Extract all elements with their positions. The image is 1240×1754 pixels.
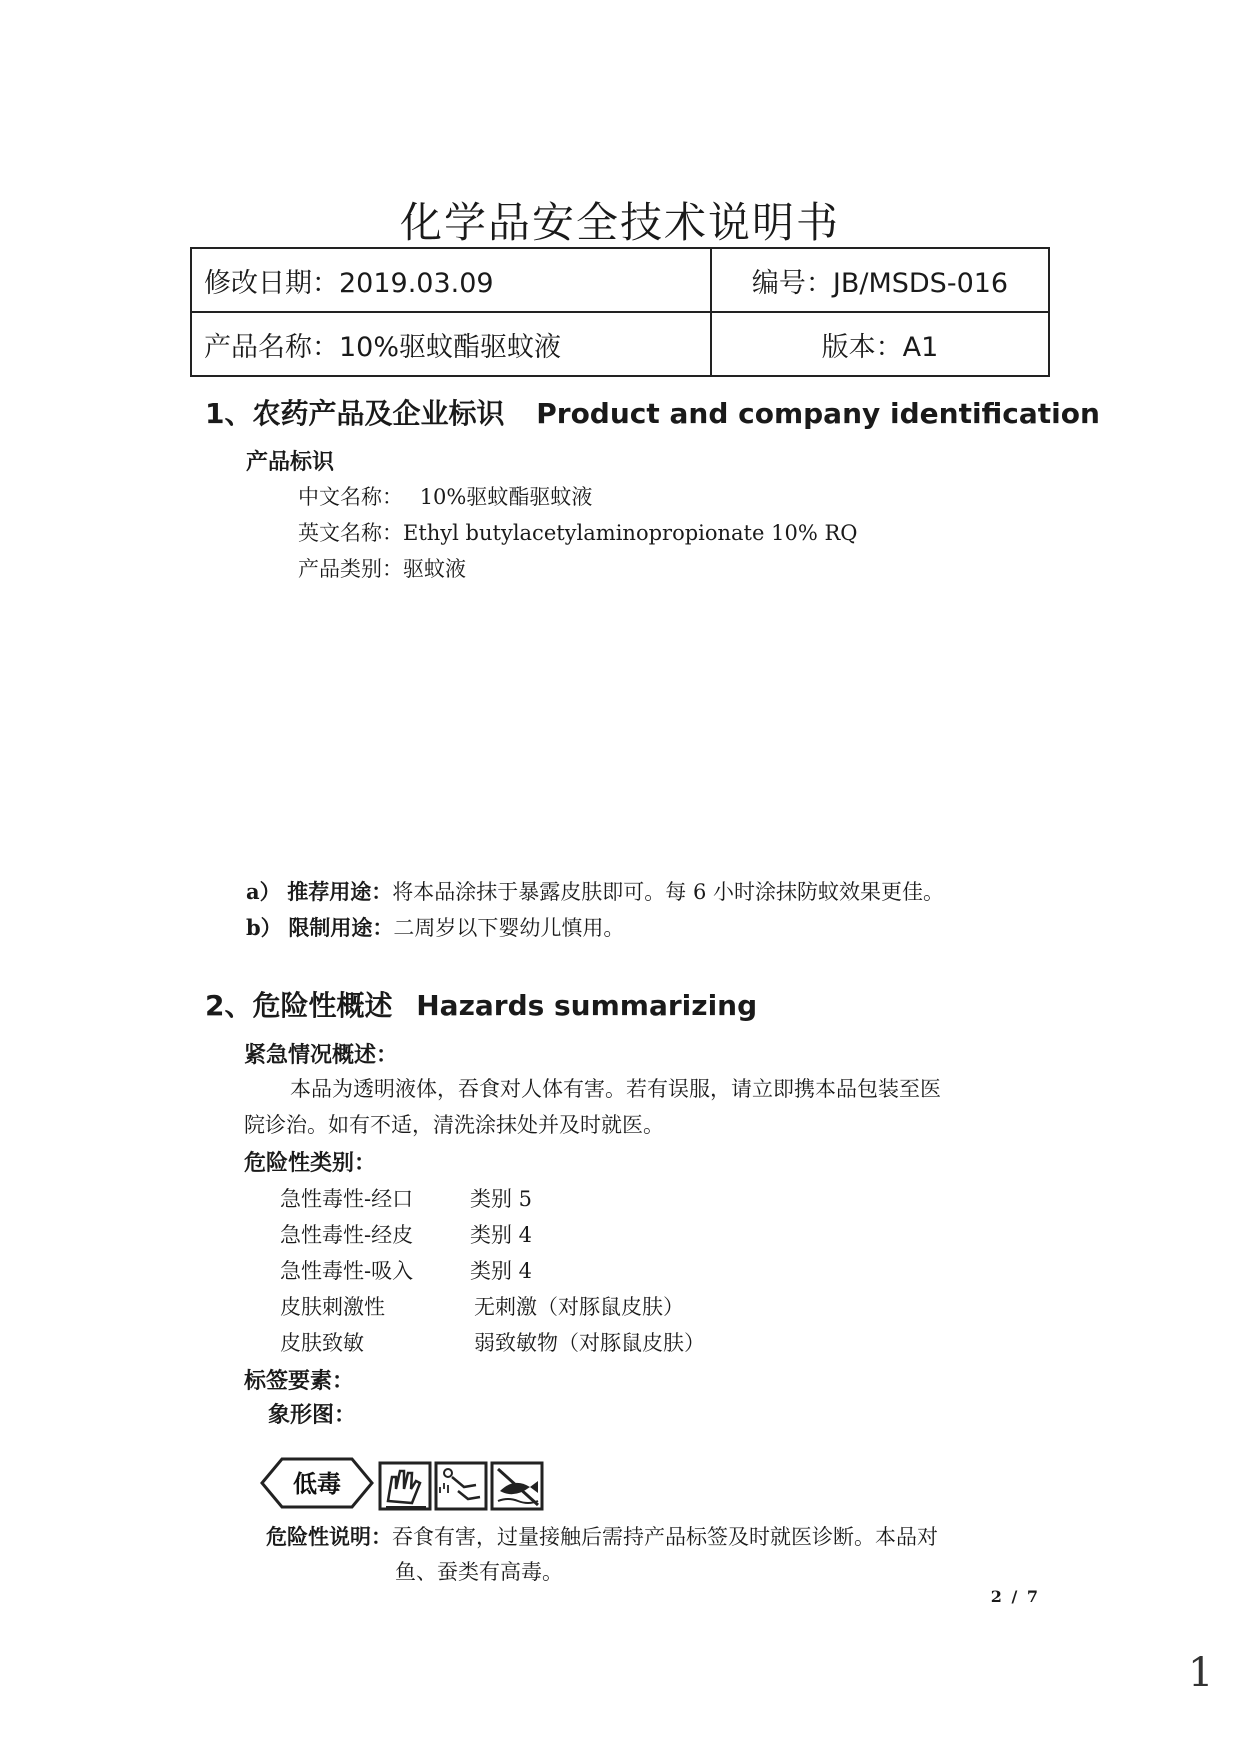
- emergency-overview-line1: 本品为透明液体，吞食对人体有害。若有误服，请立即携本品包装至医: [290, 1077, 941, 1101]
- chinese-name-row: [298, 481, 592, 511]
- label-elements-label: 标签要素：: [244, 1368, 355, 1394]
- hazard-category: 弱致敏物（对豚鼠皮肤）: [474, 1331, 705, 1355]
- product-category-row: [298, 553, 466, 583]
- product-name: 产品名称：10%驱蚊酯驱蚊液: [191, 312, 711, 376]
- section2-heading: [205, 984, 757, 1024]
- restricted-use-row: [246, 912, 624, 942]
- restricted-use-marker: b）: [246, 915, 282, 940]
- hazard-statement-row: [266, 1521, 938, 1551]
- wash-hands-icon: [436, 1463, 486, 1509]
- version: 版本：A1: [711, 312, 1049, 376]
- page-title: 化学品安全技术说明书: [399, 198, 840, 247]
- page-number: 2 / 7: [990, 1587, 1040, 1606]
- english-name-label: 英文名称：: [298, 521, 403, 545]
- hazard-category: 类别 5: [470, 1187, 533, 1211]
- document-number: 编号：JB/MSDS-016: [711, 248, 1049, 312]
- hazard-category: 类别 4: [470, 1259, 533, 1283]
- section1-heading: [205, 392, 1100, 432]
- section2-heading-en: Hazards summarizing: [416, 989, 758, 1022]
- recommended-use-marker: a）: [246, 879, 281, 904]
- toxicity-badge-text: 低毒: [293, 1470, 341, 1498]
- product-category-value: 驱蚊液: [403, 557, 466, 581]
- product-identification-subheading: 产品标识: [246, 449, 335, 475]
- pictogram-label: 象形图：: [268, 1402, 357, 1428]
- pictogram-strip: [258, 1455, 558, 1511]
- pictogram-row: [258, 1455, 558, 1511]
- restricted-use-label: 限制用途：: [288, 915, 394, 940]
- hazard-name: 皮肤致敏: [280, 1331, 364, 1355]
- hazard-name: 皮肤刺激性: [280, 1295, 385, 1319]
- list-item: [280, 1219, 780, 1249]
- hazard-name: 急性毒性-经口: [280, 1187, 414, 1211]
- list-item: [280, 1327, 880, 1357]
- restricted-use-text: 二周岁以下婴幼儿慎用。: [393, 916, 625, 940]
- wear-gloves-icon: [380, 1463, 430, 1509]
- hazard-class-label: 危险性类别：: [244, 1150, 377, 1176]
- hazard-statement-label: 危险性说明：: [266, 1524, 392, 1549]
- recommended-use-label: 推荐用途：: [287, 879, 393, 904]
- recommended-use-text: 将本品涂抹于暴露皮肤即可。每 6 小时涂抹防蚊效果更佳。: [392, 880, 945, 904]
- emergency-overview-label: 紧急情况概述：: [244, 1042, 399, 1068]
- emergency-overview-line2: 院诊治。如有不适，清洗涂抹处并及时就医。: [244, 1113, 664, 1137]
- revision-date: 修改日期：2019.03.09: [191, 248, 711, 312]
- list-item: [280, 1255, 780, 1285]
- section1-heading-cn: 1、农药产品及企业标识: [205, 397, 505, 430]
- hazard-category: 类别 4: [470, 1223, 533, 1247]
- document-header-table: [190, 247, 1050, 377]
- list-item: [280, 1291, 880, 1321]
- recommended-use-row: [246, 876, 944, 906]
- hazard-category: 无刺激（对豚鼠皮肤）: [474, 1295, 684, 1319]
- table-row: [191, 312, 1049, 376]
- section1-heading-en: Product and company identification: [536, 397, 1100, 430]
- chinese-name-label: 中文名称：: [298, 485, 403, 509]
- handwritten-margin-mark: 1: [1188, 1650, 1214, 1696]
- english-name-value: Ethyl butylacetylaminopropionate 10% RQ: [403, 521, 858, 545]
- english-name-row: [298, 517, 857, 547]
- fish-hazard-icon: [492, 1463, 542, 1509]
- toxicity-badge: [262, 1459, 372, 1507]
- hazard-name: 急性毒性-经皮: [280, 1223, 414, 1247]
- hazard-statement-line2: 鱼、蚕类有高毒。: [395, 1560, 563, 1584]
- hazard-name: 急性毒性-吸入: [280, 1259, 414, 1283]
- table-row: [191, 248, 1049, 312]
- chinese-name-value: 10%驱蚊酯驱蚊液: [419, 485, 593, 509]
- section2-heading-cn: 2、危险性概述: [205, 989, 393, 1022]
- hazard-statement-line1: 吞食有害，过量接触后需持产品标签及时就医诊断。本品对: [392, 1525, 938, 1549]
- product-category-label: 产品类别：: [298, 557, 403, 581]
- list-item: [280, 1183, 780, 1213]
